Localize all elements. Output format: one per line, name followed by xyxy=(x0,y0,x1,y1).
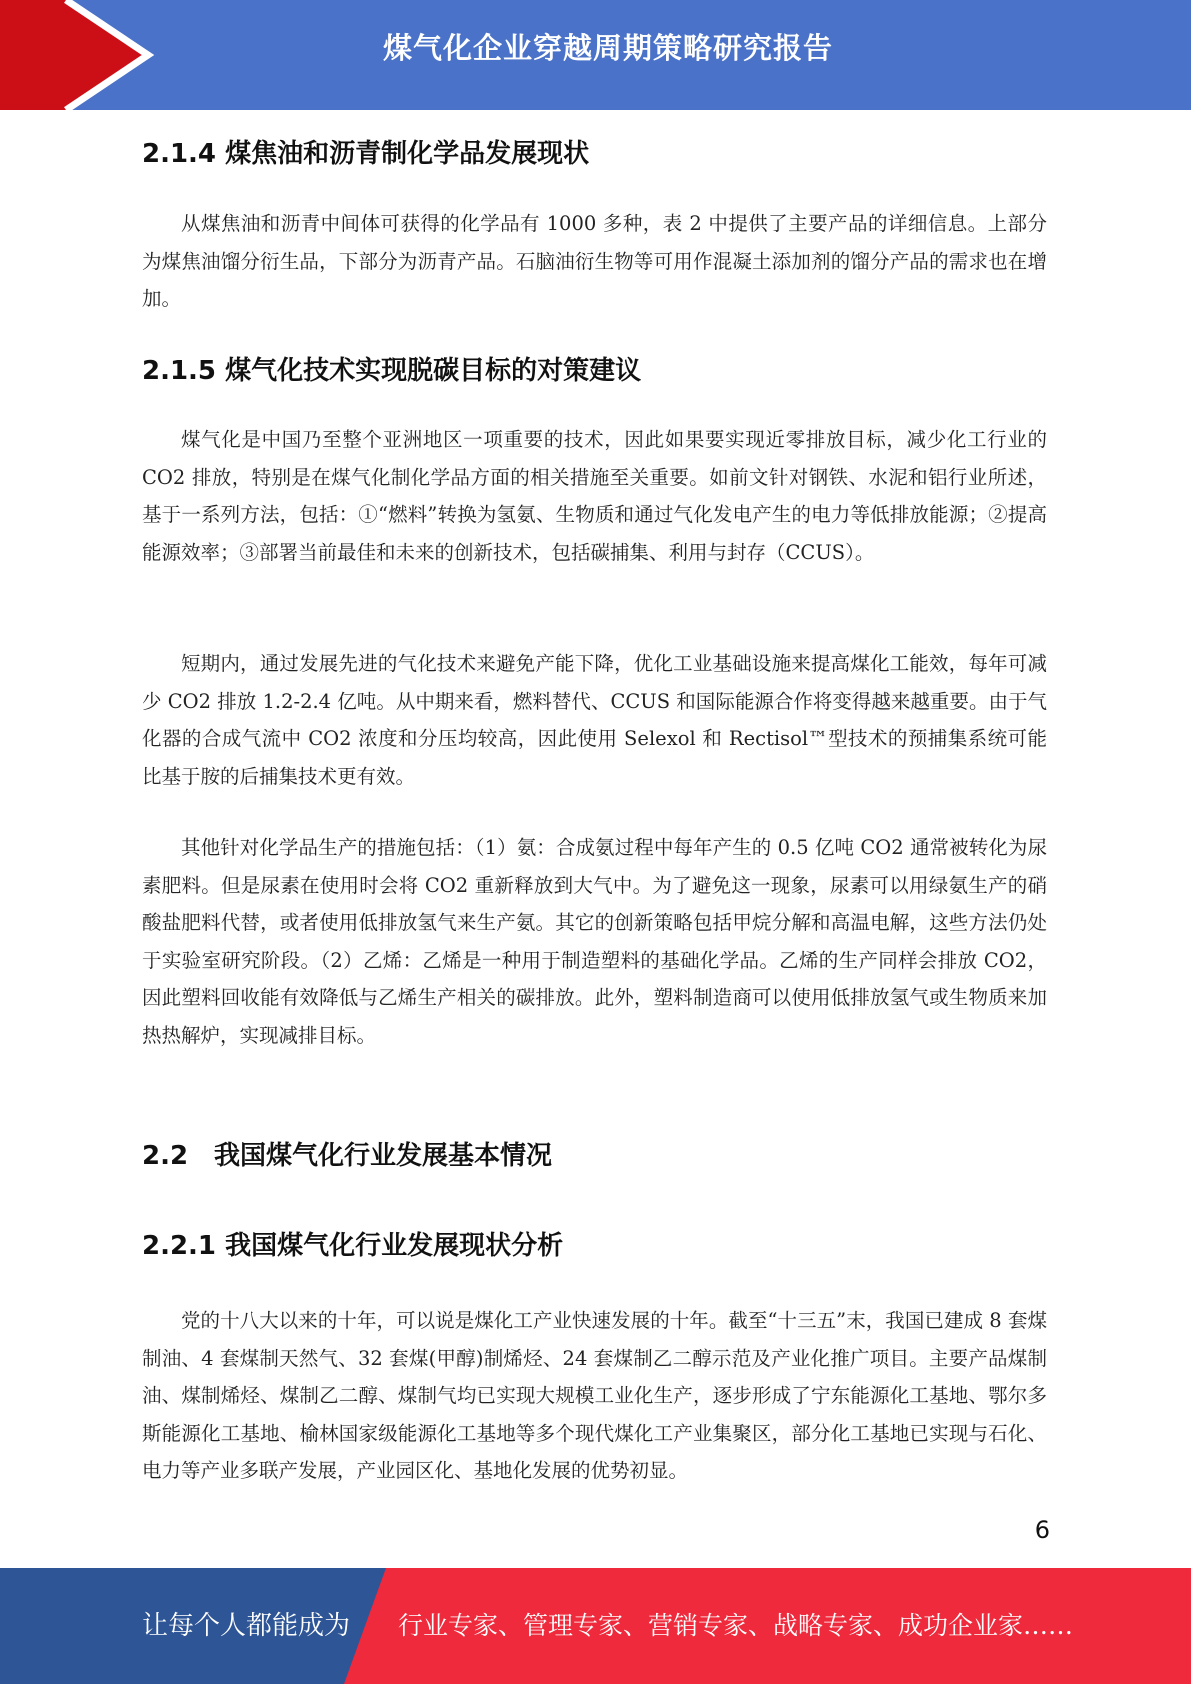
paragraph: 其他针对化学品生产的措施包括：（1）氨：合成氨过程中每年产生的 0.5 亿吨 CO2 通常被转化为尿素肥料。但是尿素在使用时会将 CO2 重新释放到大气中。为了避免这一现象，尿素可以用绿氨生产的硝酸盐肥料代替，或者使用低排放氢气来生产氨。其它的创新策略包括甲烷分解和高温电解，这些方法仍处于实验室研究阶段。（2）乙烯：乙烯是一种用于制造塑料的基础化学品。乙烯的生产同样会排放 CO2，因此塑料回收能有效降低与乙烯生产相关的碳排放。此外，塑料制造商可以使用低排放氢气或生物质来加热热解炉，实现减排目标。 xyxy=(142,836,1047,1047)
paragraph: 从煤焦油和沥青中间体可获得的化学品有 1000 多种，表 2 中提供了主要产品的详细信息。上部分为煤焦油馏分衍生品，下部分为沥青产品。石脑油衍生物等可用作混凝土添加剂的馏分产品的需求也在增加。 xyxy=(142,212,1047,310)
paragraph: 煤气化是中国乃至整个亚洲地区一项重要的技术，因此如果要实现近零排放目标，减少化工行业的 CO2 排放，特别是在煤气化制化学品方面的相关措施至关重要。如前文针对钢铁、水泥和铝行业所述，基于一系列方法，包括：①“燃料”转换为氢氨、生物质和通过气化发电产生的电力等低排放能源；②提高能源效率；③部署当前最佳和未来的创新技术，包括碳捕集、利用与封存（CCUS）。 xyxy=(142,428,1047,564)
page-footer xyxy=(0,1568,1191,1684)
paragraph: 短期内，通过发展先进的气化技术来避免产能下降，优化工业基础设施来提高煤化工能效，每年可减少 CO2 排放 1.2-2.4 亿吨。从中期来看，燃料替代、CCUS 和国际能源合作将变得越来越重要。由于气化器的合成气流中 CO2 浓度和分压均较高，因此使用 Selexol 和 Rectisol™型技术的预捕集系统可能比基于胺的后捕集技术更有效。 xyxy=(142,652,1047,788)
footer-slogan-left: 让每个人都能成为 xyxy=(142,1611,351,1641)
page-header xyxy=(0,0,1191,110)
section-heading-2-1-4: 2.1.4 煤焦油和沥青制化学品发展现状 xyxy=(142,139,590,169)
page-number: 6 xyxy=(1034,1516,1050,1544)
section-heading-2-1-5: 2.1.5 煤气化技术实现脱碳目标的对策建议 xyxy=(142,356,642,386)
footer-slogan-right: 行业专家、管理专家、营销专家、战略专家、成功企业家…… xyxy=(398,1611,1074,1640)
section-heading-2-2-1: 2.2.1 我国煤气化行业发展现状分析 xyxy=(142,1231,564,1261)
report-title: 煤气化企业穿越周期策略研究报告 xyxy=(382,31,833,65)
paragraph: 党的十八大以来的十年，可以说是煤化工产业快速发展的十年。截至“十三五”末，我国已建成 8 套煤制油、4 套煤制天然气、32 套煤(甲醇)制烯烃、24 套煤制乙二醇示范及产业化推广项目。主要产品煤制油、煤制烯烃、煤制乙二醇、煤制气均已实现大规模工业化生产，逐步形成了宁东能源化工基地、鄂尔多斯能源化工基地、榆林国家级能源化工基地等多个现代煤化工产业集聚区，部分化工基地已实现与石化、电力等产业多联产发展，产业园区化、基地化发展的优势初显。 xyxy=(142,1309,1047,1482)
section-heading-2-2: 2.2 我国煤气化行业发展基本情况 xyxy=(142,1141,553,1171)
